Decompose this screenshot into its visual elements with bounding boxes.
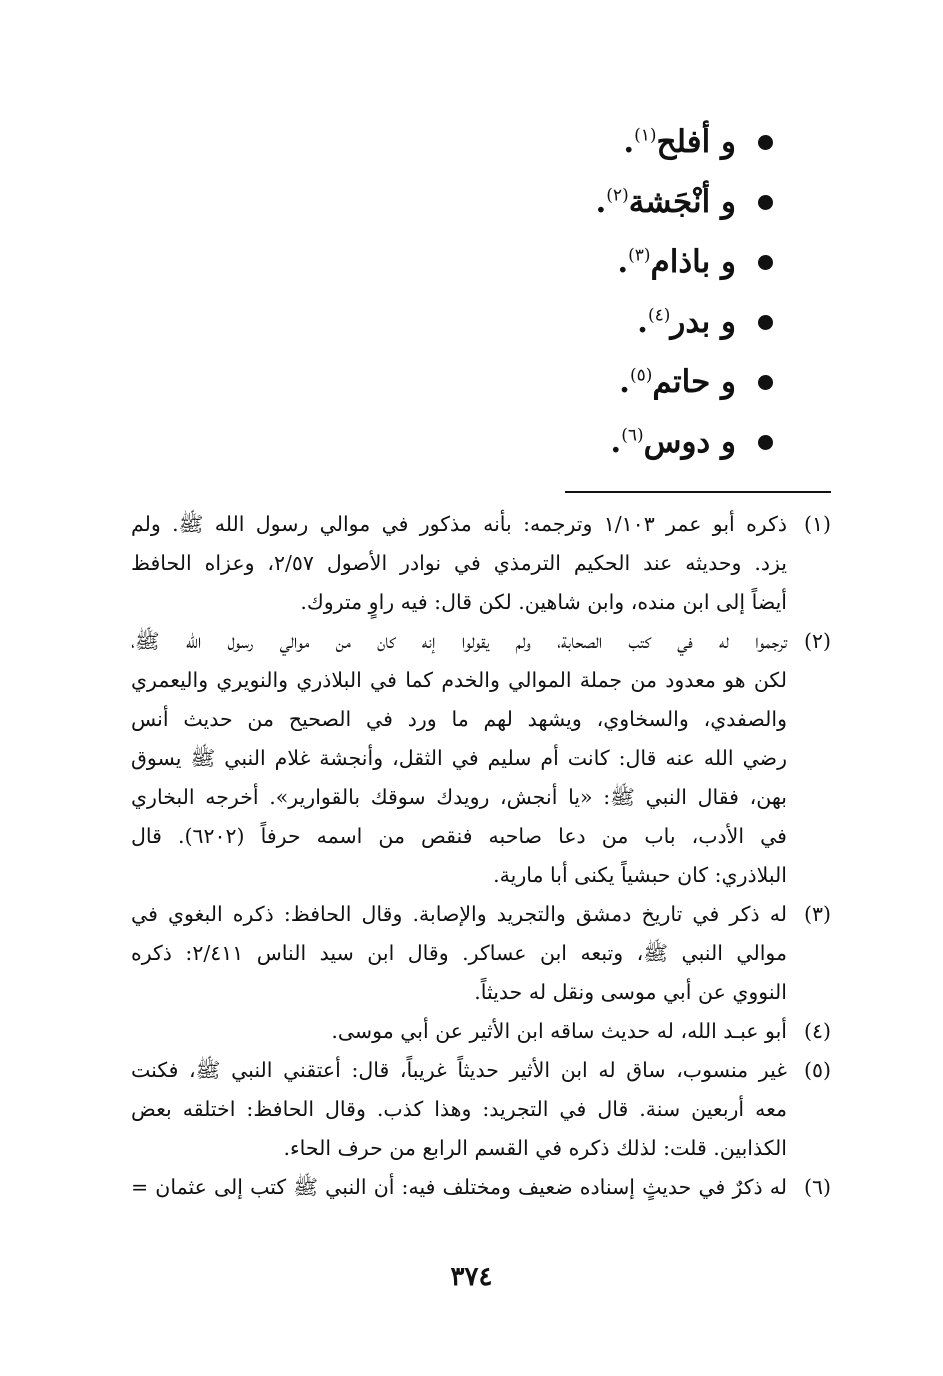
footnotes [131,505,831,1207]
footnote-marker: (٢) [606,185,629,206]
footnote-number: (١) [803,512,831,536]
footnote-number: (٥) [803,1058,831,1082]
bullet-text: و حاتم$^{(٥)}$. [619,364,736,400]
footnote-line: أبو عبـد الله، له حديث ساقه ابن الأثير عن أبي موسى. [331,1019,787,1043]
footnote-number: (٢) [803,629,831,653]
footnote-text [131,895,787,1012]
footnote-line: له ذكر في تاريخ دمشق والتجريد والإصابة. وقال الحافظ: ذكره البغوي في [131,902,787,926]
footnote-marker: (٣) [628,245,651,266]
bullet-dot-icon [758,195,773,210]
bullet-text: و أفلح$^{(١)}$. [623,124,736,160]
footnote-line: لكن هو معدود من جملة الموالي والخدم كما في البلاذري والنويري واليعمري [131,668,787,692]
footnote-marker: (٥) [629,365,653,386]
bullet-text: و دوس$^{(٦)}$. [610,424,736,460]
footnote-line: له ذكرٌ في حديثٍ إسناده ضعيف ومختلف فيه: أن النبي ﷺ كتب إلى عثمان = [131,1175,787,1199]
bullet-list [373,112,773,472]
footnote-6 [131,1168,831,1207]
footnote-line: رضي الله عنه قال: كانت أم سليم في الثقل، وأنجشة غلام النبي ﷺ يسوق [131,746,787,770]
footnote-text [131,505,787,622]
footnote-line: الكذابين. قلت: لذلك ذكره في القسم الرابع من حرف الحاء. [283,1136,787,1160]
footnote-marker: (٤) [647,305,671,326]
footnote-line: ترجموا له في كتب الصحابة، ولم يقولوا إنه كان من موالي رسول الله ﷺ، [131,629,787,653]
footnote-4 [131,1012,831,1051]
footnote-number: (٣) [803,902,831,926]
bullet-item [373,412,773,472]
bullet-item [373,352,773,412]
footnote-line: أيضاً إلى ابن منده، وابن شاهين. لكن قال: فيه راوٍ متروك. [300,590,787,614]
footnote-1 [131,505,831,622]
bullet-item [373,292,773,352]
bullet-item [373,232,773,292]
bullet-dot-icon [758,255,773,270]
bullet-text: و بدر$^{(٤)}$. [637,304,736,340]
page-number: ٣٧٤ [450,1262,493,1292]
footnote-text [131,1012,787,1051]
footnote-line: يزد. وحديثه عند الحكيم الترمذي في نوادر الأصول ٢/٥٧، وعزاه الحافظ [131,551,787,575]
footnote-line: في الأدب، باب من دعا صاحبه فنقص من اسمه حرفاً (٦٢٠٢). قال [131,824,787,848]
bullet-dot-icon [758,135,773,150]
footnote-line: معه أربعين سنة. قال في التجريد: وهذا كذب. وقال الحافظ: اختلقه بعض [131,1097,787,1121]
footnote-2 [131,622,831,895]
footnote-number: (٤) [803,1019,831,1043]
footnote-separator [565,491,831,493]
footnote-number: (٦) [803,1175,831,1199]
bullet-dot-icon [758,375,773,390]
footnote-line: بهن، فقال النبي ﷺ: «يا أنجش، رويدك سوقك بالقوارير». أخرجه البخاري [131,785,787,809]
footnote-line: النووي عن أبي موسى ونقل له حديثاً. [474,980,787,1004]
bullet-item [373,112,773,172]
bullet-dot-icon [758,315,773,330]
bullet-item [373,172,773,232]
footnote-line: غير منسوب، ساق له ابن الأثير حديثاً غريباً، قال: أعتقني النبي ﷺ، فكنت [131,1058,787,1082]
footnote-marker: (١) [634,125,657,146]
bullet-text: و باذام$^{(٣)}$. [617,244,736,280]
footnote-text [131,1168,787,1207]
bullet-dot-icon [758,435,773,450]
footnote-line: موالي النبي ﷺ، وتبعه ابن عساكر. وقال ابن سيد الناس ٢/٤١١: ذكره [131,941,787,965]
footnote-5 [131,1051,831,1168]
bullet-text: و أنْجَشة$^{(٢)}$. [595,184,736,220]
footnote-line: والصفدي، والسخاوي، ويشهد لهم ما ورد في الصحيح من حديث أنس [131,707,787,731]
footnote-line: ذكره أبو عمر ١/١٠٣ وترجمه: بأنه مذكور في موالي رسول الله ﷺ. ولم [131,512,788,536]
footnote-marker: (٦) [621,425,644,446]
footnote-3 [131,895,831,1012]
footnote-text [131,1051,787,1168]
footnote-text [131,622,787,895]
footnote-line: البلاذري: كان حبشياً يكنى أبا مارية. [493,863,787,887]
